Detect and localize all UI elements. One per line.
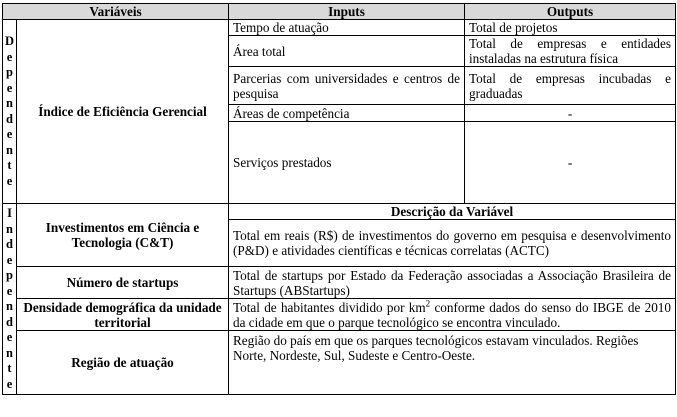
- output-cell: Total de empresas incubadas e graduadas: [465, 67, 676, 105]
- input-cell: Tempo de atuação: [229, 20, 465, 36]
- dependent-variable-name: Índice de Eficiência Gerencial: [17, 20, 229, 204]
- header-row: [3, 4, 676, 20]
- input-cell: Serviços prestados: [229, 122, 465, 204]
- independent-row-3: [3, 299, 676, 331]
- superscript: 2: [425, 298, 431, 309]
- independent-row-2: [3, 267, 676, 299]
- input-cell: Parcerias com universidades e centros de pesquisa: [229, 67, 465, 105]
- output-cell: -: [465, 122, 676, 204]
- output-cell: Total de empresas e entidades instaladas na estrutura física: [465, 36, 676, 67]
- description-cell: Total de startups por Estado da Federação associadas a Associação Brasileira de Startups (ABStartups): [229, 267, 676, 299]
- independent-row-4: [3, 331, 676, 395]
- dependent-row-1: [3, 20, 676, 36]
- independent-header-row: [3, 204, 676, 220]
- variables-table: [2, 3, 676, 395]
- header-variaveis: Variáveis: [3, 4, 229, 20]
- input-cell: Áreas de competência: [229, 105, 465, 122]
- description-cell: Total de habitantes dividido por $km^2$ conforme dados do senso do IBGE de 2010 da cidade em que o parque tecnológico se encontra vinculado.: [229, 299, 676, 331]
- independent-variable-name: Número de startups: [17, 267, 229, 299]
- independent-variable-name: Densidade demográfica da unidade territorial: [17, 299, 229, 331]
- dependente-vertical-label: D e p e n d e n t e: [3, 20, 17, 204]
- header-outputs: Outputs: [465, 4, 676, 20]
- independent-variable-name: Investimentos em Ciência e Tecnologia (C&T): [17, 204, 229, 267]
- description-cell: Região do país em que os parques tecnológicos estavam vinculados. Regiões Norte, Nordeste, Sul, Sudeste e Centro-Oeste.: [229, 331, 676, 395]
- output-cell: Total de projetos: [465, 20, 676, 36]
- input-cell: Área total: [229, 36, 465, 67]
- independent-variable-name: Região de atuação: [17, 331, 229, 395]
- independente-vertical-label: I n d e p e n d e n t e: [3, 204, 17, 395]
- description-header: Descrição da Variável: [229, 204, 676, 220]
- description-cell: Total em reais (R$) de investimentos do governo em pesquisa e desenvolvimento (P&D) e atividades científicas e técnicas correlatas (ACTC): [229, 220, 676, 267]
- output-cell: -: [465, 105, 676, 122]
- header-inputs: Inputs: [229, 4, 465, 20]
